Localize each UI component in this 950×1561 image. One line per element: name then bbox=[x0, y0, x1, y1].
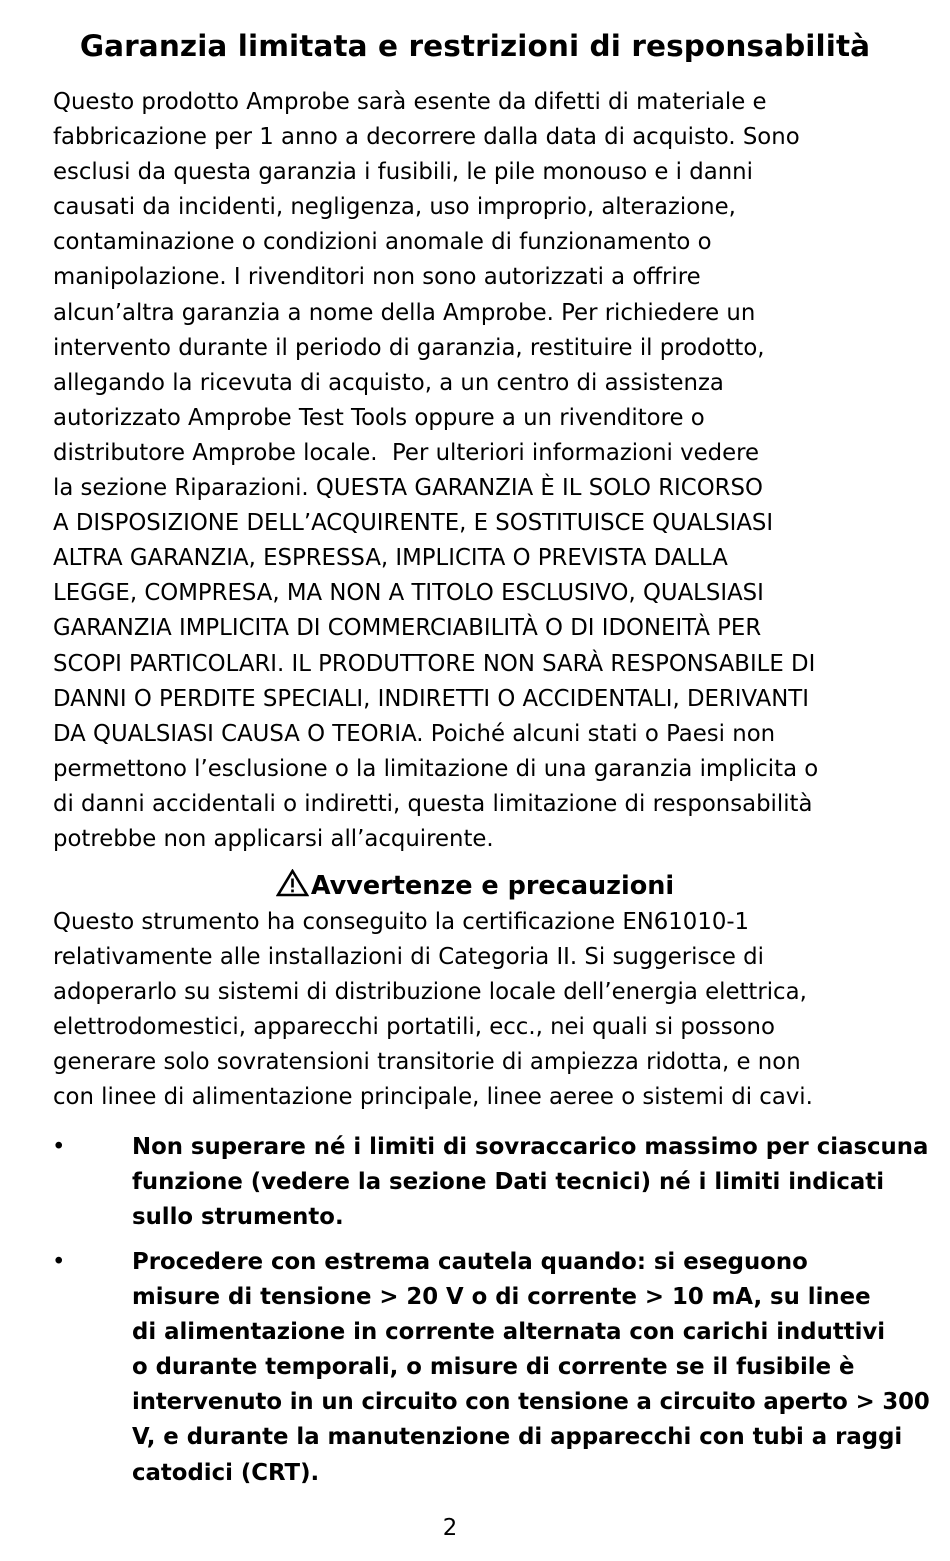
certification-paragraph bbox=[53, 905, 898, 1116]
text-line: misure di tensione > 20 V o di corrente > 10 mA, su linee bbox=[132, 1284, 871, 1311]
text-line: DANNI O PERDITE SPECIALI, INDIRETTI O ACCIDENTALI, DERIVANTI bbox=[53, 685, 809, 712]
text-line: intervenuto in un circuito con tensione a circuito aperto > 300 bbox=[132, 1389, 930, 1416]
bullet-text bbox=[132, 1245, 930, 1491]
text-line: sullo strumento. bbox=[132, 1204, 344, 1231]
text-line: LEGGE, COMPRESA, MA NON A TITOLO ESCLUSIVO, QUALSIASI bbox=[53, 580, 764, 607]
text-line: di danni accidentali o indiretti, questa limitazione di responsabilità bbox=[53, 790, 813, 817]
text-line: V, e durante la manutenzione di apparecchi con tubi a raggi bbox=[132, 1424, 903, 1451]
text-line: contaminazione o condizioni anomale di funzionamento o bbox=[53, 229, 712, 256]
text-line: con linee di alimentazione principale, linee aeree o sistemi di cavi. bbox=[53, 1084, 813, 1111]
page-title: Garanzia limitata e restrizioni di responsabilità bbox=[79, 29, 871, 63]
text-line: intervento durante il periodo di garanzia, restituire il prodotto, bbox=[53, 334, 765, 361]
text-line: di alimentazione in corrente alternata con carichi induttivi bbox=[132, 1319, 886, 1346]
text-line: o durante temporali, o misure di corrente se il fusibile è bbox=[132, 1354, 855, 1381]
text-line: SCOPI PARTICOLARI. IL PRODUTTORE NON SARÀ RESPONSABILE DI bbox=[53, 650, 816, 677]
text-line: la sezione Riparazioni. QUESTA GARANZIA È IL SOLO RICORSO bbox=[53, 475, 763, 502]
text-line: potrebbe non applicarsi all’acquirente. bbox=[53, 825, 494, 852]
bullet-marker: • bbox=[52, 1134, 66, 1160]
page-number: 2 bbox=[442, 1515, 458, 1541]
text-line: generare solo sovratensioni transitorie di ampiezza ridotta, e non bbox=[53, 1049, 801, 1076]
bullet-marker: • bbox=[52, 1249, 66, 1275]
text-line: permettono l’esclusione o la limitazione di una garanzia implicita o bbox=[53, 755, 819, 782]
text-line: Questo prodotto Amprobe sarà esente da difetti di materiale e bbox=[53, 89, 767, 115]
warning-triangle-icon bbox=[276, 869, 309, 897]
text-line: DA QUALSIASI CAUSA O TEORIA. Poiché alcuni stati o Paesi non bbox=[53, 720, 776, 747]
text-line: GARANZIA IMPLICITA DI COMMERCIABILITÀ O DI IDONEITÀ PER bbox=[53, 615, 762, 642]
text-line: elettrodomestici, apparecchi portatili, ecc., nei quali si possono bbox=[53, 1014, 775, 1041]
text-line: esclusi da questa garanzia i fusibili, le pile monouso e i danni bbox=[53, 159, 753, 186]
text-line: Questo strumento ha conseguito la certificazione EN61010-1 bbox=[53, 909, 750, 935]
text-line: adoperarlo su sistemi di distribuzione locale dell’energia elettrica, bbox=[53, 979, 807, 1006]
warranty-paragraph bbox=[53, 85, 898, 857]
bullet-text bbox=[132, 1130, 929, 1235]
text-line: allegando la ricevuta di acquisto, a un centro di assistenza bbox=[53, 369, 724, 396]
text-line: A DISPOSIZIONE DELL’ACQUIRENTE, E SOSTITUISCE QUALSIASI bbox=[53, 510, 774, 537]
text-line: funzione (vedere la sezione Dati tecnici) né i limiti indicati bbox=[132, 1169, 885, 1196]
text-line: autorizzato Amprobe Test Tools oppure a un rivenditore o bbox=[53, 404, 705, 431]
text-line: manipolazione. I rivenditori non sono autorizzati a offrire bbox=[53, 264, 701, 291]
text-line: catodici (CRT). bbox=[132, 1459, 320, 1486]
text-line: Non superare né i limiti di sovraccarico massimo per ciascuna bbox=[132, 1134, 929, 1160]
warnings-heading-text: Avvertenze e precauzioni bbox=[310, 871, 675, 901]
text-line: causati da incidenti, negligenza, uso improprio, alterazione, bbox=[53, 194, 736, 221]
text-line: fabbricazione per 1 anno a decorrere dalla data di acquisto. Sono bbox=[53, 124, 800, 151]
text-line: ALTRA GARANZIA, ESPRESSA, IMPLICITA O PREVISTA DALLA bbox=[53, 545, 728, 572]
text-line: alcun’altra garanzia a nome della Amprobe. Per richiedere un bbox=[53, 299, 756, 326]
text-line: relativamente alle installazioni di Categoria II. Si suggerisce di bbox=[53, 944, 764, 971]
text-line: distributore Amprobe locale. Per ulteriori informazioni vedere bbox=[53, 439, 760, 466]
warnings-heading bbox=[0, 868, 950, 904]
text-line: Procedere con estrema cautela quando: si eseguono bbox=[132, 1249, 808, 1275]
